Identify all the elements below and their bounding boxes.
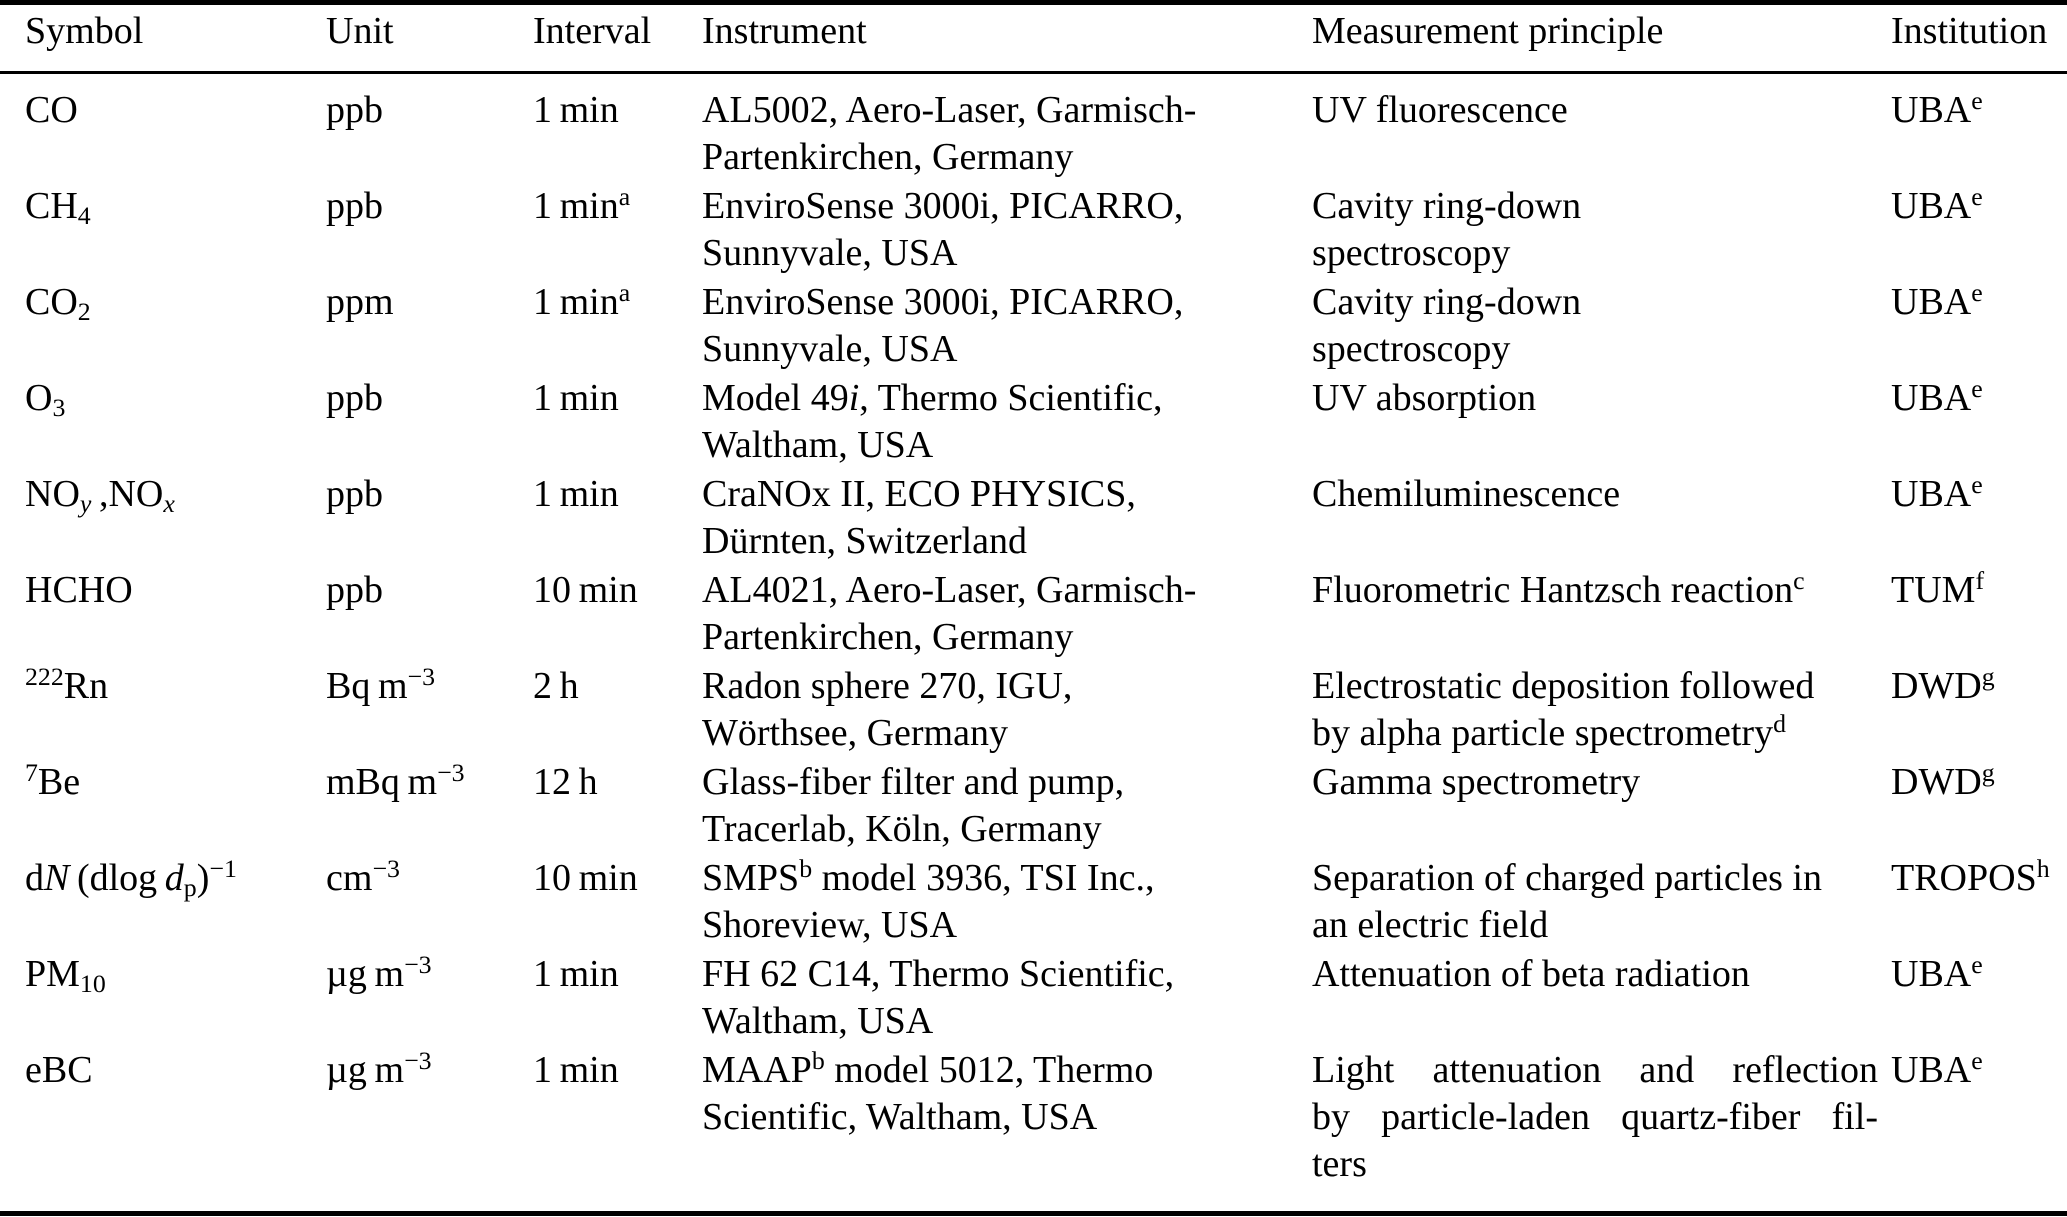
header-principle: Measurement principle <box>1312 3 1891 73</box>
table-row <box>0 470 2067 566</box>
cell-institution: UBA$^e$ <box>1891 949 1983 995</box>
cell-institution: TUM$^f$ <box>1891 565 1985 611</box>
cell-principle: Gamma spectrometry <box>1312 761 1641 803</box>
cell-principle: Light attenuation and reflection by particle-laden quartz-fiber fil- ters <box>1312 1049 1878 1185</box>
cell-principle: Fluorometric Hantzsch reaction$^c$ <box>1312 565 1805 611</box>
table-body <box>0 73 2067 1214</box>
cell-interval: 1 min <box>533 89 619 131</box>
table-row <box>0 73 2067 183</box>
cell-instrument: MAAP$^b$ model 5012, Thermo Scientific, Waltham, USA <box>702 1045 1154 1138</box>
header-interval: Interval <box>533 3 702 73</box>
cell-principle: Separation of charged particles in an electric field <box>1312 857 1822 946</box>
cell-instrument: Glass-fiber filter and pump, Tracerlab, Köln, Germany <box>702 761 1125 850</box>
table-row <box>0 950 2067 1046</box>
cell-principle: Cavity ring-down spectroscopy <box>1312 281 1582 370</box>
cell-principle: UV fluorescence <box>1312 89 1568 131</box>
cell-institution: TROPOS$^h$ <box>1891 853 2050 899</box>
cell-principle: Electrostatic deposition followed by alpha particle spectrometry$^d$ <box>1312 665 1815 754</box>
cell-symbol: $CO_2$ <box>25 281 91 326</box>
cell-unit: ppb <box>326 89 383 131</box>
table-row <box>0 182 2067 278</box>
cell-symbol: CO <box>25 89 78 131</box>
cell-interval: 2 h <box>533 665 579 707</box>
cell-symbol: eBC <box>25 1049 93 1091</box>
cell-institution: DWD$^g$ <box>1891 661 1995 707</box>
header-instrument: Instrument <box>702 3 1312 73</box>
table-row <box>0 1046 2067 1214</box>
cell-institution: UBA$^e$ <box>1891 373 1983 419</box>
table-row <box>0 278 2067 374</box>
cell-symbol: $O_3$ <box>25 377 66 422</box>
cell-symbol: HCHO <box>25 569 133 611</box>
cell-unit: $cm^{-3}$ <box>326 853 400 899</box>
header-row <box>0 3 2067 73</box>
cell-interval: 12 h <box>533 761 598 803</box>
cell-interval: 1 min <box>533 953 619 995</box>
cell-interval: 10 min <box>533 569 638 611</box>
cell-symbol: $PM_{10}$ <box>25 953 106 998</box>
cell-instrument: FH 62 C14, Thermo Scientific, Waltham, USA <box>702 953 1175 1042</box>
cell-instrument: Radon sphere 270, IGU, Wörthsee, Germany <box>702 665 1073 754</box>
table-row <box>0 566 2067 662</box>
cell-interval: 1 min <box>533 1049 619 1091</box>
cell-interval: 1 $\min^a$ <box>533 181 631 227</box>
header-symbol: Symbol <box>0 3 326 73</box>
cell-interval: 1 min <box>533 377 619 419</box>
table-row <box>0 374 2067 470</box>
cell-principle: Chemiluminescence <box>1312 473 1621 515</box>
header-unit: Unit <box>326 3 533 73</box>
cell-principle: Attenuation of beta radiation <box>1312 953 1750 995</box>
cell-unit: µg $m^{-3}$ <box>326 1045 432 1091</box>
header-institution: Institution <box>1891 3 2067 73</box>
cell-unit: ppb <box>326 377 383 419</box>
cell-unit: Bq $m^{-3}$ <box>326 661 435 707</box>
cell-unit: ppb <box>326 569 383 611</box>
cell-symbol: $NO_y$ $,NO_x$ <box>25 473 175 518</box>
cell-unit: ppb <box>326 185 383 227</box>
cell-instrument: CraNOx II, ECO PHYSICS, Dürnten, Switzerland <box>702 473 1136 562</box>
cell-institution: UBA$^e$ <box>1891 277 1983 323</box>
cell-symbol: $^7$Be <box>25 757 81 803</box>
cell-instrument: EnviroSense 3000i, PICARRO, Sunnyvale, USA <box>702 185 1184 274</box>
cell-principle: UV absorption <box>1312 377 1537 419</box>
cell-interval: 10 min <box>533 857 638 899</box>
cell-interval: 1 min <box>533 473 619 515</box>
cell-institution: UBA$^e$ <box>1891 181 1983 227</box>
cell-symbol: $CH_4$ <box>25 185 91 230</box>
cell-institution: UBA$^e$ <box>1891 469 1983 515</box>
cell-unit: mBq $m^{-3}$ <box>326 757 465 803</box>
cell-unit: ppm <box>326 281 394 323</box>
table-row <box>0 758 2067 854</box>
cell-institution: UBA$^e$ <box>1891 85 1983 131</box>
cell-instrument: Model 49i, Thermo Scientific, Waltham, USA <box>702 377 1163 466</box>
cell-institution: DWD$^g$ <box>1891 757 1995 803</box>
cell-institution: UBA$^e$ <box>1891 1045 1983 1091</box>
table-row <box>0 662 2067 758</box>
cell-unit: µg $m^{-3}$ <box>326 949 432 995</box>
cell-principle: Cavity ring-down spectroscopy <box>1312 185 1582 274</box>
cell-instrument: AL4021, Aero-Laser, Garmisch- Partenkirchen, Germany <box>702 569 1197 658</box>
cell-unit: ppb <box>326 473 383 515</box>
cell-symbol: dN (dlog $d_p)^{-1}$ <box>25 853 237 902</box>
cell-instrument: AL5002, Aero-Laser, Garmisch- Partenkirchen, Germany <box>702 89 1197 178</box>
cell-instrument: EnviroSense 3000i, PICARRO, Sunnyvale, USA <box>702 281 1184 370</box>
table-row <box>0 854 2067 950</box>
cell-symbol: $^{222}$Rn <box>25 661 109 707</box>
cell-interval: 1 $\min^a$ <box>533 277 631 323</box>
cell-instrument: SMPS$^b$ model 3936, TSI Inc., Shoreview, USA <box>702 853 1155 946</box>
